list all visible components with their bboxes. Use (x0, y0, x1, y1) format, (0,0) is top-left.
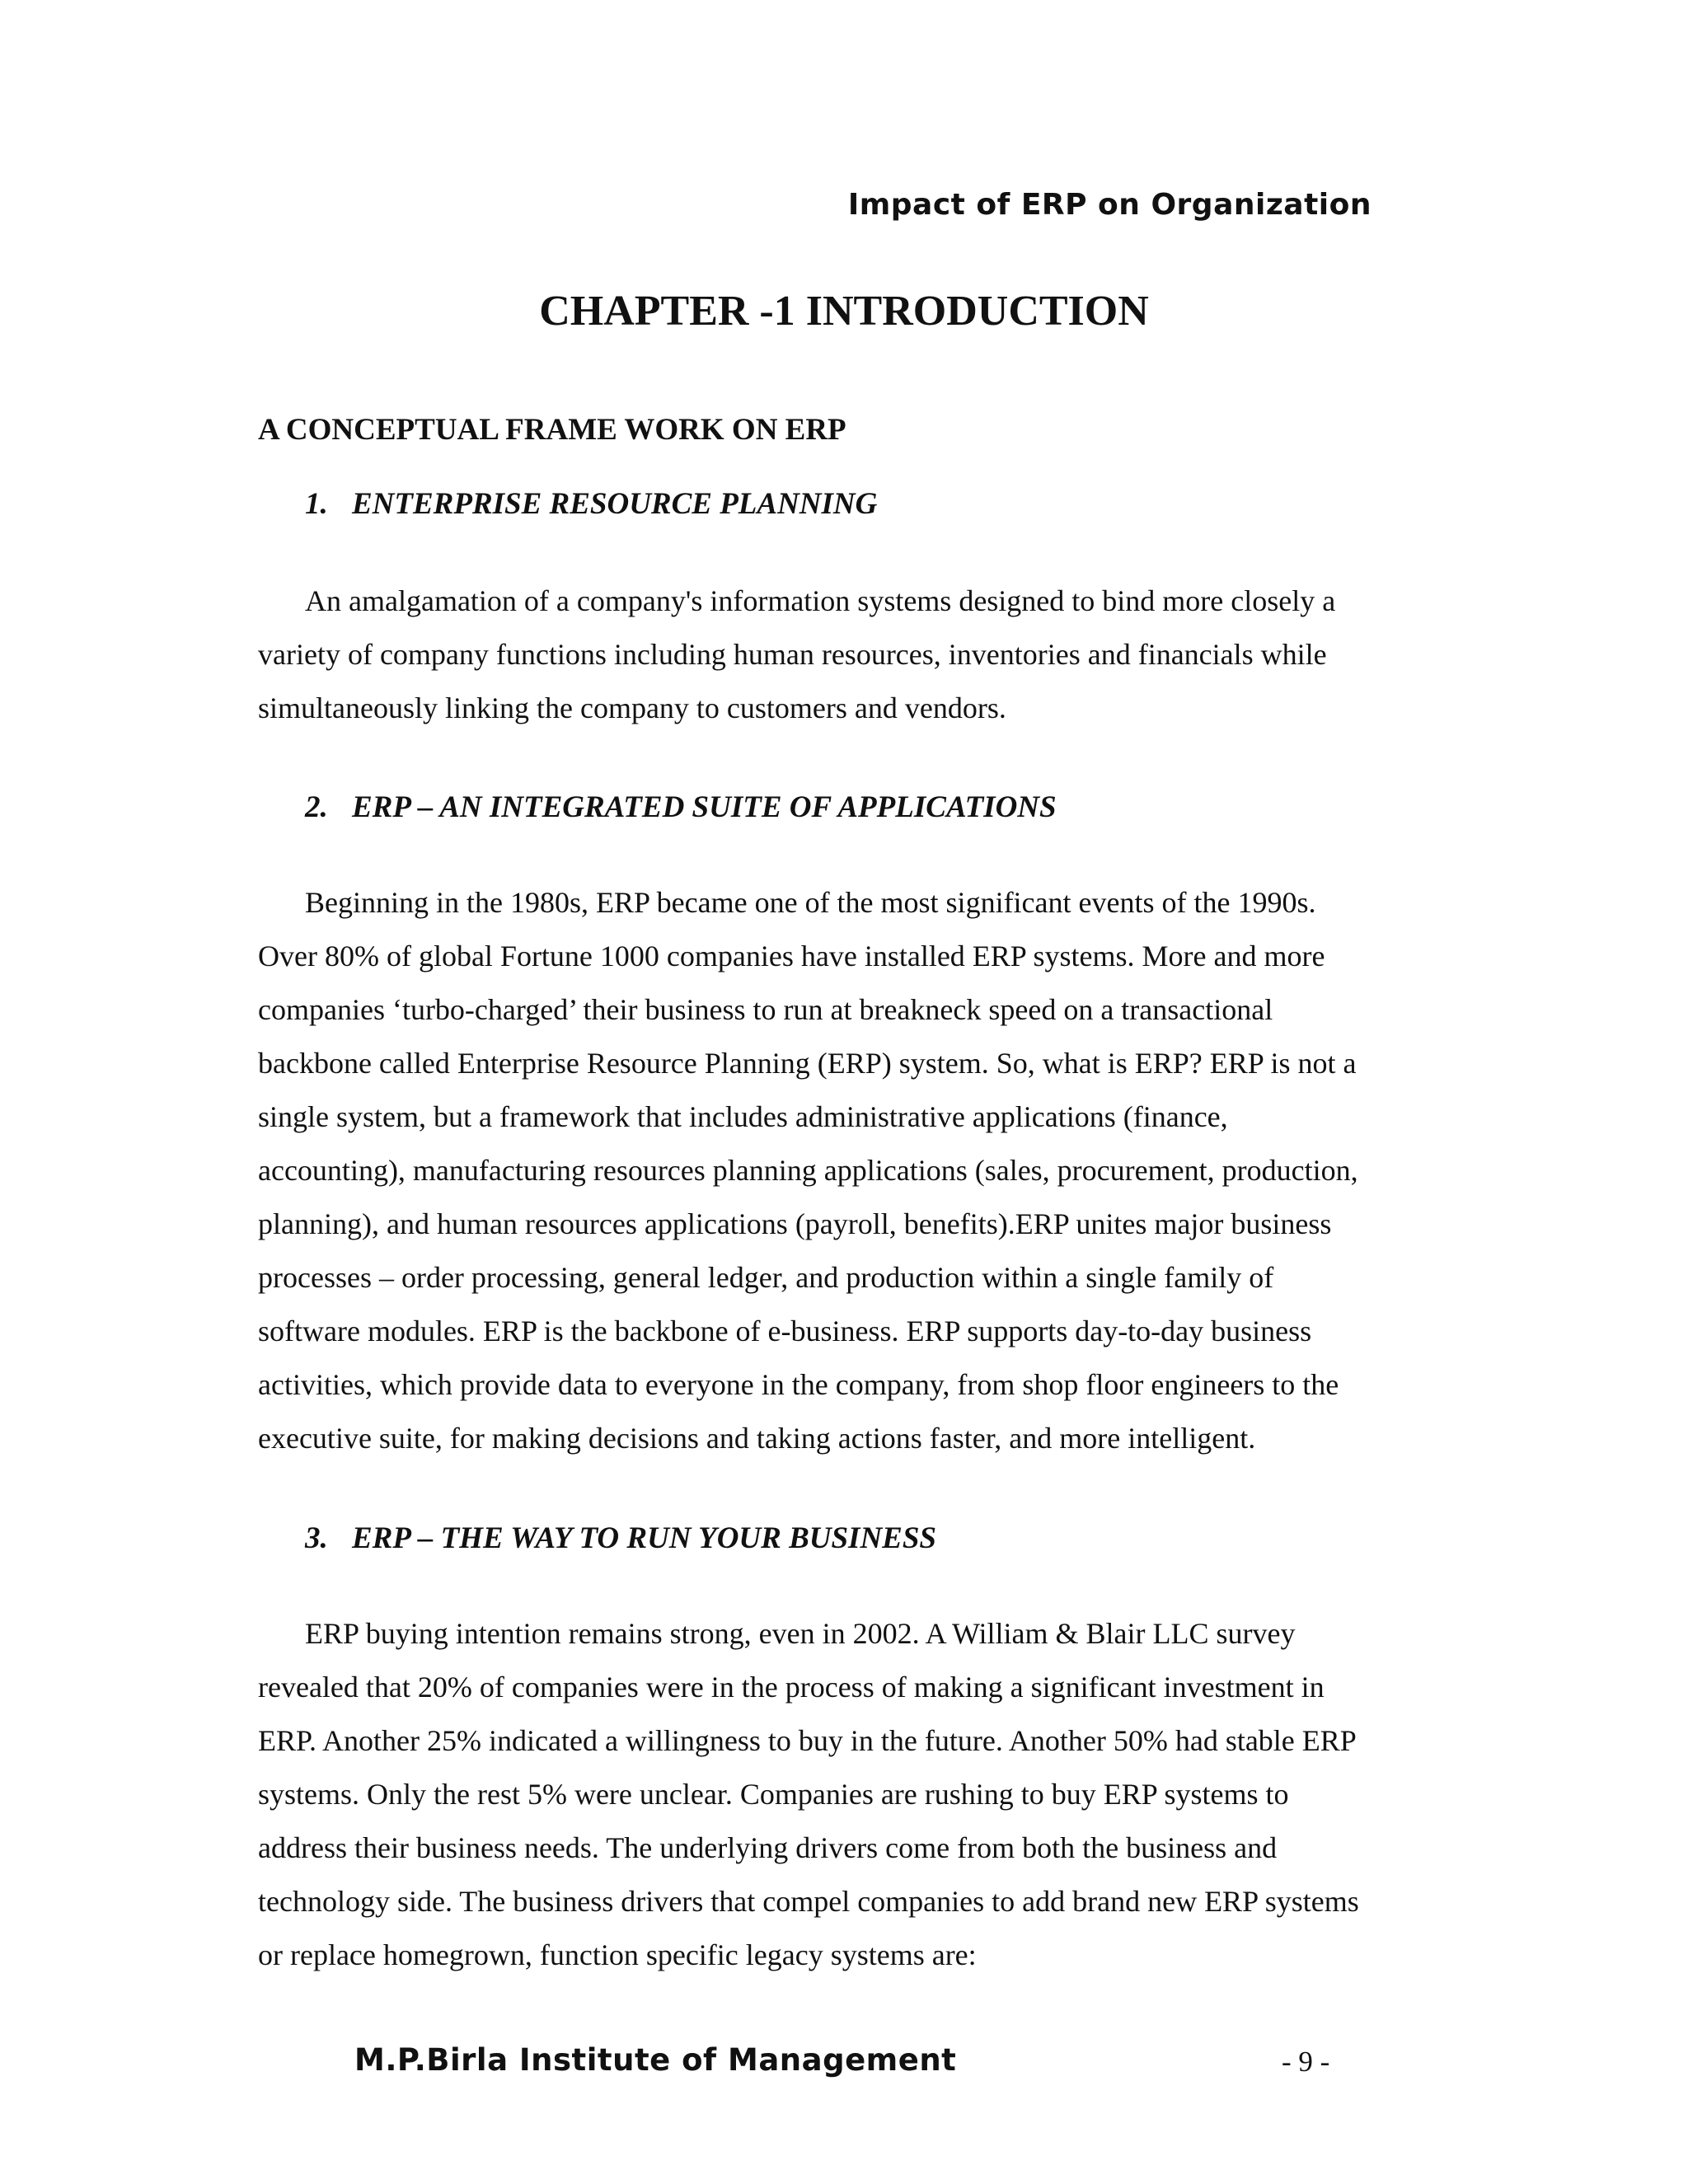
paragraph-line: companies ‘turbo-charged’ their business to run at breakneck speed on a transactional (258, 993, 1273, 1026)
paragraph-line: planning), and human resources applications (payroll, benefits).ERP unites major business (258, 1207, 1332, 1240)
paragraph-line: activities, which provide data to everyone in the company, from shop floor engineers to the (258, 1368, 1339, 1401)
subsection-2-number: 2. (305, 790, 328, 824)
paragraph-line: ERP. Another 25% indicated a willingness to buy in the future. Another 50% had stable ERP (258, 1724, 1357, 1757)
subsection-3-heading (305, 1521, 936, 1556)
running-header: Impact of ERP on Organization (847, 188, 1372, 222)
paragraph-line: ERP buying intention remains strong, even in 2002. A William & Blair LLC survey (305, 1617, 1296, 1650)
paragraph-line: technology side. The business drivers that compel companies to add brand new ERP systems (258, 1885, 1359, 1918)
footer-institution: M.P.Birla Institute of Management (354, 2042, 957, 2078)
page-number: - 9 - (1282, 2046, 1330, 2078)
paragraph-line: systems. Only the rest 5% were unclear. Companies are rushing to buy ERP systems to (258, 1778, 1289, 1811)
paragraph-line: An amalgamation of a company's information systems designed to bind more closely a (305, 584, 1336, 617)
paragraph-line: processes – order processing, general ledger, and production within a single family of (258, 1261, 1274, 1294)
paragraph-line: single system, but a framework that includes administrative applications (finance, (258, 1100, 1228, 1133)
subsection-1-heading (305, 486, 877, 522)
paragraph-line: executive suite, for making decisions and taking actions faster, and more intelligent. (258, 1422, 1256, 1455)
paragraph-line: backbone called Enterprise Resource Planning (ERP) system. So, what is ERP? ERP is not a (258, 1047, 1357, 1080)
paragraph-2 (258, 876, 1428, 1465)
paragraph-3 (258, 1607, 1428, 1982)
subsection-3-title: ERP – THE WAY TO RUN YOUR BUSINESS (352, 1521, 936, 1555)
paragraph-line: or replace homegrown, function specific legacy systems are: (258, 1938, 977, 1971)
paragraph-line: software modules. ERP is the backbone of e-business. ERP supports day-to-day business (258, 1315, 1312, 1347)
paragraph-line: accounting), manufacturing resources planning applications (sales, procurement, production, (258, 1154, 1358, 1187)
paragraph-line: Beginning in the 1980s, ERP became one of the most significant events of the 1990s. (305, 886, 1316, 919)
paragraph-line: variety of company functions including human resources, inventories and financials while (258, 638, 1327, 671)
subsection-2-title: ERP – AN INTEGRATED SUITE OF APPLICATIONS (352, 790, 1057, 824)
paragraph-line: revealed that 20% of companies were in the process of making a significant investment in (258, 1671, 1325, 1704)
paragraph-line: Over 80% of global Fortune 1000 companies have installed ERP systems. More and more (258, 940, 1325, 972)
subsection-1-number: 1. (305, 487, 328, 521)
chapter-title: CHAPTER -1 INTRODUCTION (539, 288, 1149, 335)
subsection-1-title: ENTERPRISE RESOURCE PLANNING (352, 487, 878, 521)
paragraph-line: address their business needs. The underlying drivers come from both the business and (258, 1831, 1278, 1864)
paragraph-1 (258, 574, 1428, 735)
subsection-3-number: 3. (305, 1521, 328, 1555)
section-heading: A CONCEPTUAL FRAME WORK ON ERP (258, 413, 846, 447)
paragraph-line: simultaneously linking the company to customers and vendors. (258, 691, 1006, 724)
subsection-2-heading (305, 790, 1057, 825)
